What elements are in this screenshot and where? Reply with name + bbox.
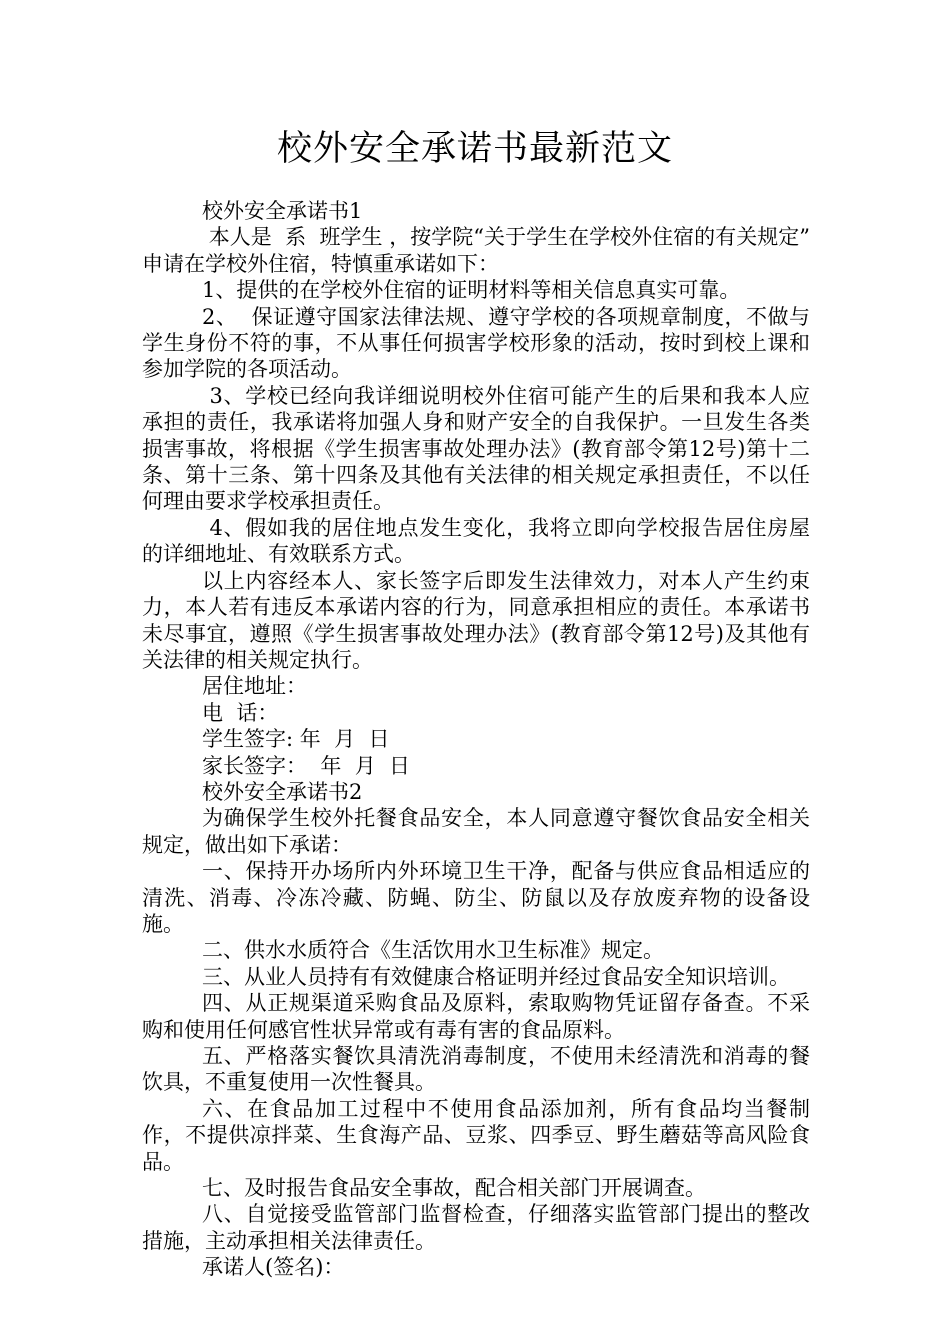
clause-3: 3、学校已经向我详细说明校外住宿可能产生的后果和我本人应承担的责任，我承诺将加强人身和财产安全的自我保护。一旦发生各类损害事故，将根据《学生损害事故处理办法》(教育部令第12号)第十二条、第十三条、第十四条及其他有关法律的相关规定承担责任，不以任何理由要求学校承担责任。 xyxy=(142,383,811,514)
intro-paragraph-2: 为确保学生校外托餐食品安全，本人同意遵守餐饮食品安全相关规定，做出如下承诺： xyxy=(142,806,810,857)
student-signature-line: 学生签字: 年 月 日 xyxy=(202,727,390,752)
pledge-item-2: 二、供水水质符合《生活饮用水卫生标准》规定。 xyxy=(202,938,664,963)
pledge-item-4: 四、从正规渠道采购食品及原料，索取购物凭证留存备查。不采购和使用任何感官性状异常或有毒有害的食品原料。 xyxy=(142,991,810,1042)
pledge-item-7: 七、及时报告食品安全事故，配合相关部门开展调查。 xyxy=(202,1176,706,1201)
intro-paragraph-1: 本人是 系 班学生 ，按学院“关于学生在学校外住宿的有关规定” 申请在学校外住宿，特慎重承诺如下： xyxy=(142,225,824,276)
clause-2: 2、 保证遵守国家法律法规、遵守学校的各项规章制度，不做与学生身份不符的事，不从事任何损害学校形象的活动，按时到校上课和参加学院的各项活动。 xyxy=(142,304,810,382)
section-heading-2: 校外安全承诺书2 xyxy=(202,779,363,804)
section-heading-1: 校外安全承诺书1 xyxy=(202,199,363,223)
effect-paragraph: 以上内容经本人、家长签字后即发生法律效力，对本人产生约束力，本人若有违反本承诺内容的行为，同意承担相应的责任。本承诺书未尽事宜，遵照《学生损害事故处理办法》(教育部令第12号)及其他有关法律的相关规定执行。 xyxy=(142,568,810,672)
document-body xyxy=(142,198,824,1281)
address-line: 居住地址： xyxy=(202,674,307,699)
pledge-item-5: 五、严格落实餐饮具清洗消毒制度，不使用未经清洗和消毒的餐饮具，不重复使用一次性餐具。 xyxy=(142,1044,810,1095)
pledge-item-6: 六、在食品加工过程中不使用食品添加剂，所有食品均当餐制作，不提供凉拌菜、生食海产品、豆浆、四季豆、野生蘑菇等高风险食品。 xyxy=(142,1096,810,1174)
document-title: 校外安全承诺书最新范文 xyxy=(276,129,673,169)
pledger-signature-line: 承诺人(签名)： xyxy=(202,1255,345,1280)
pledge-item-3: 三、从业人员持有有效健康合格证明并经过食品安全知识培训。 xyxy=(202,964,790,989)
clause-4: 4、假如我的居住地点发生变化，我将立即向学校报告居住房屋的详细地址、有效联系方式。 xyxy=(142,515,811,567)
parent-signature-line: 家长签字： 年 月 日 xyxy=(202,753,411,778)
pledge-item-8: 八、自觉接受监管部门监督检查，仔细落实监管部门提出的整改措施，主动承担相关法律责任。 xyxy=(142,1202,810,1253)
pledge-item-1: 一、保持开办场所内外环境卫生干净，配备与供应食品相适应的清洗、消毒、冷冻冷藏、防蝇、防尘、防鼠以及存放废弃物的设备设施。 xyxy=(142,859,810,936)
clause-1: 1、提供的在学校外住宿的证明材料等相关信息真实可靠。 xyxy=(202,278,741,303)
phone-line: 电 话： xyxy=(202,700,279,725)
